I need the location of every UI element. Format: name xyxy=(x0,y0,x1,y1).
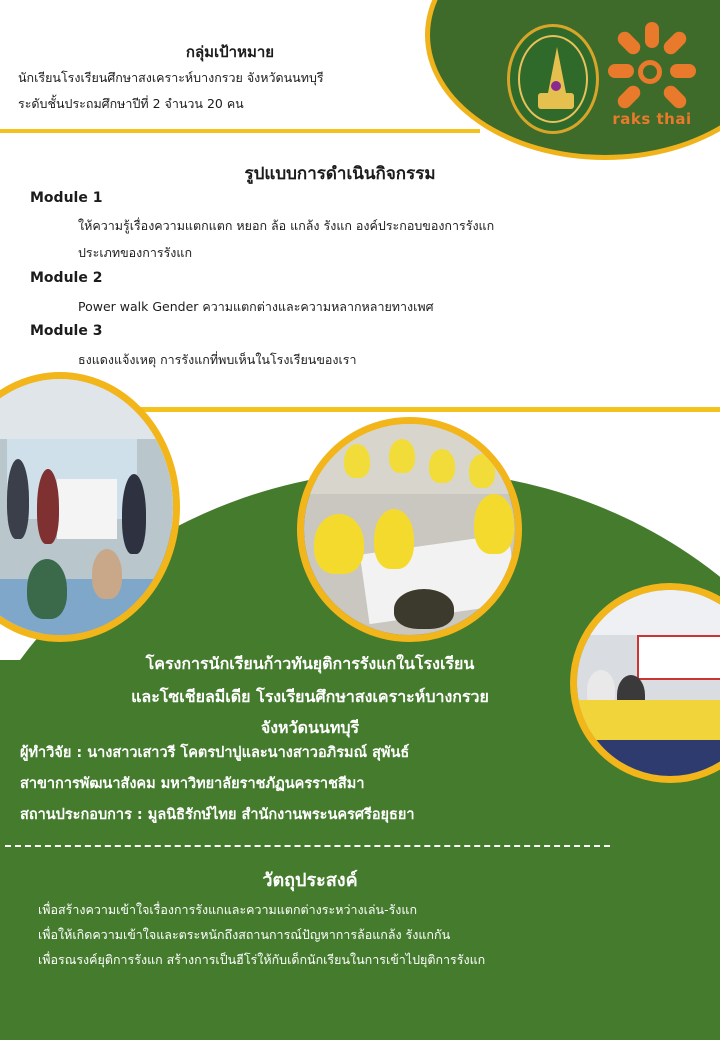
module-2-line-1: Power walk Gender ความแตกต่างและความหลากหลายทางเพศ xyxy=(78,299,434,314)
operator: สถานประกอบการ : มูลนิธิรักษ์ไทย สำนักงานพระนครศรีอยุธยา xyxy=(20,807,415,823)
module-1-line-2: ประเภทของการรังแก xyxy=(78,245,193,260)
module-1-line-1: ให้ความรู้เรื่องความแตกแตก หยอก ล้อ แกล้ง รังแก องค์ประกอบของการรังแก xyxy=(78,218,495,233)
target-level: ระดับชั้นประถมศึกษาปีที่ 2 จำนวน 20 คน xyxy=(18,96,244,111)
hands-circle-icon xyxy=(638,60,662,84)
raks-thai-wordmark: raks thai xyxy=(612,110,692,128)
module-3-name: Module 3 xyxy=(30,323,103,339)
project-title-line-3: จังหวัดนนทบุรี xyxy=(260,718,360,737)
objective-item-2: เพื่อให้เกิดความเข้าใจและตระหนักถึงสถานการณ์ปัญหาการล้อแกล้ง รังแกกัน xyxy=(38,927,451,942)
objective-item-3: เพื่อรณรงค์ยุติการรังแก สร้างการเป็นฮีโร่ให้กับเด็กนักเรียนในการเข้าไปยุติการรังแก xyxy=(38,952,486,967)
target-school: นักเรียนโรงเรียนศึกษาสงเคราะห์บางกรวย จังหวัดนนทบุรี xyxy=(18,70,324,85)
project-title-line-2: และโซเชียลมีเดีย โรงเรียนศึกษาสงเคราะห์บางกรวย xyxy=(131,687,489,706)
activity-photo-poster xyxy=(0,372,180,642)
module-3-line-1: ธงแดงแจ้งเหตุ การรังแกที่พบเห็นในโรงเรียนของเรา xyxy=(78,352,357,367)
objectives-title: วัตถุประสงค์ xyxy=(262,870,358,891)
target-group-title: กลุ่มเป้าหมาย xyxy=(185,43,275,61)
university-seal-icon xyxy=(507,24,599,134)
activity-format-title: รูปแบบการดำเนินกิจกรรม xyxy=(244,164,436,184)
objective-item-1: เพื่อสร้างความเข้าใจเรื่องการรังแกและความแตกต่างระหว่างเล่น-รังแก xyxy=(38,902,418,917)
dashed-divider xyxy=(5,845,610,847)
activity-photo-floor xyxy=(297,417,522,642)
activity-photo-group xyxy=(570,583,720,783)
module-2-name: Module 2 xyxy=(30,270,103,286)
researchers: ผู้ทำวิจัย : นางสาวเสาวรี โคตรปาบู่และนางสาวอภิรมณ์ สุพันธ์ xyxy=(20,745,410,761)
module-1-name: Module 1 xyxy=(30,190,103,206)
raks-thai-logo xyxy=(608,26,696,136)
department: สาขาการพัฒนาสังคม มหาวิทยาลัยราชภัฏนครราชสีมา xyxy=(20,776,365,792)
divider-top xyxy=(0,129,480,133)
project-title-line-1: โครงการนักเรียนก้าวทันยุติการรังแกในโรงเรียน xyxy=(145,654,475,673)
